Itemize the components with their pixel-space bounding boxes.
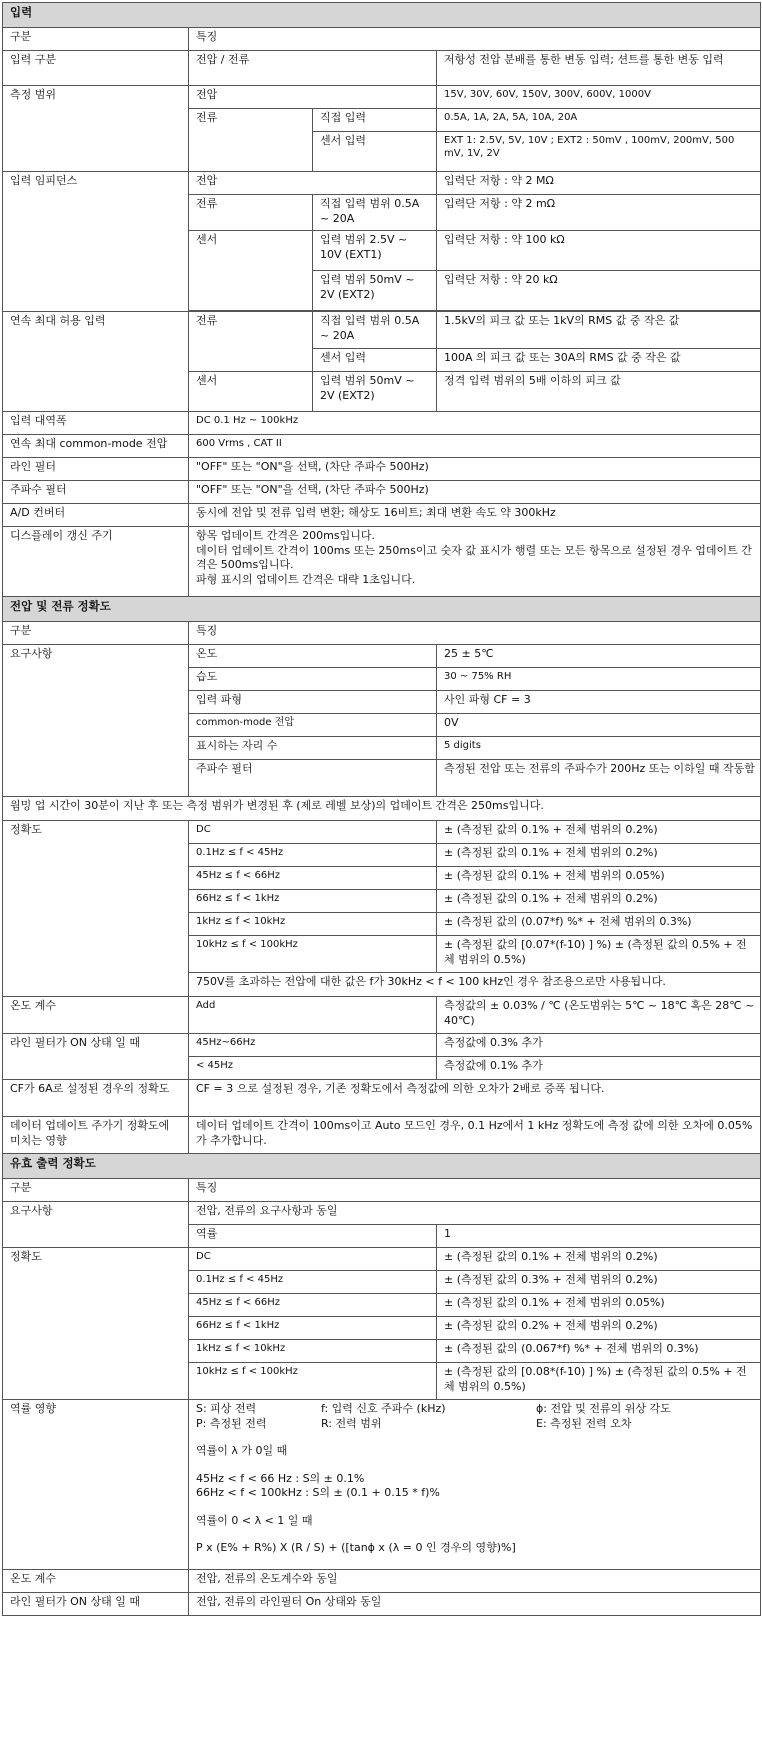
max-input-sensor-input-value: 100A 의 피크 값 또는 30A의 RMS 값 중 작은 값 <box>437 349 761 372</box>
va-temp-label: 온도 계수 <box>3 997 189 1034</box>
update-effect-label: 데이터 업데이트 주가기 정확도에 미치는 영향 <box>3 1117 189 1154</box>
range-voltage-label: 전압 <box>189 86 437 109</box>
power-temp-label: 온도 계수 <box>3 1570 189 1593</box>
impedance-voltage-value: 입력단 저항 : 약 2 MΩ <box>437 172 761 195</box>
va-req-name: 입력 파형 <box>189 691 437 714</box>
power-acc-value: ± (측정된 값의 0.1% + 전체 범위의 0.2%) <box>437 1248 761 1271</box>
max-input-sensor-input-label: 센서 입력 <box>313 349 437 372</box>
input-header-value: 특징 <box>189 28 761 51</box>
power-acc-freq: 1kHz ≤ f < 10kHz <box>189 1340 437 1363</box>
power-header-value: 특징 <box>189 1179 761 1202</box>
input-type-value: 전압 / 전류 <box>189 51 437 86</box>
va-req-value: 0V <box>437 714 761 737</box>
range-direct-value: 0.5A, 1A, 2A, 5A, 10A, 20A <box>437 109 761 132</box>
line-filter-label: 라인 필터 <box>3 458 189 481</box>
va-acc-value: ± (측정된 값의 0.1% + 전체 범위의 0.2%) <box>437 844 761 867</box>
impedance-current-range: 직접 입력 범위 0.5A ~ 20A <box>313 195 437 231</box>
range-sensor-value: EXT 1: 2.5V, 5V, 10V ; EXT2 : 50mV , 100mV, 200mV, 500 mV, 1V, 2V <box>437 132 761 172</box>
section-title-power: 유효 출력 정확도 <box>3 1154 761 1179</box>
spec-table <box>2 2 761 1616</box>
section-title-accuracy: 전압 및 전류 정확도 <box>3 597 761 622</box>
va-header-label: 구분 <box>3 622 189 645</box>
impedance-ext1-range: 입력 범위 2.5V ~ 10V (EXT1) <box>313 231 437 271</box>
va-req-label: 요구사항 <box>3 645 189 797</box>
impedance-ext1-value: 입력단 저항 : 약 100 kΩ <box>437 231 761 271</box>
va-req-value: 사인 파형 CF = 3 <box>437 691 761 714</box>
pf-case-1-a: 45Hz < f < 66 Hz : S의 ± 0.1% <box>196 1471 365 1485</box>
va-req-value: 25 ± 5℃ <box>437 645 761 668</box>
range-sensor-label: 센서 입력 <box>313 132 437 172</box>
va-req-value: 30 ~ 75% RH <box>437 668 761 691</box>
power-req-value: 전압, 전류의 요구사항과 동일 <box>189 1202 761 1225</box>
warmup-note: 웜밍 업 시간이 30분이 지난 후 또는 측정 범위가 변경된 후 (제로 레벨 보상)의 업데이트 간격은 250ms입니다. <box>3 797 761 821</box>
display-update-label: 디스플레이 갱신 주기 <box>3 527 189 597</box>
cf-label: CF가 6A로 설정된 경우의 정확도 <box>3 1080 189 1117</box>
legend-phi: ϕ: 전압 및 전류의 위상 각도 <box>536 1402 671 1415</box>
pf-effect-body <box>189 1400 761 1570</box>
va-line-filter-label: 라인 필터가 ON 상태 일 때 <box>3 1034 189 1080</box>
power-acc-freq: 10kHz ≤ f < 100kHz <box>189 1363 437 1400</box>
va-req-value: 측정된 전압 또는 전류의 주파수가 200Hz 또는 이하일 때 작동함 <box>437 760 761 797</box>
va-req-name: 주파수 필터 <box>189 760 437 797</box>
legend-s: S: 피상 전력 <box>196 1402 257 1415</box>
ad-converter-label: A/D 컨버터 <box>3 504 189 527</box>
va-acc-freq: 0.1Hz ≤ f < 45Hz <box>189 844 437 867</box>
display-update-line-2: 데이터 업데이트 간격이 100ms 또는 250ms이고 숫자 값 표시가 행렬 또는 모든 항목으로 설정된 경우 업데이트 간격은 500ms입니다. <box>196 543 752 572</box>
va-line-filter-freq-2: < 45Hz <box>189 1057 437 1080</box>
va-acc-freq: 66Hz ≤ f < 1kHz <box>189 890 437 913</box>
va-acc-freq: 45Hz ≤ f < 66Hz <box>189 867 437 890</box>
common-mode-value: 600 Vrms , CAT II <box>189 435 761 458</box>
power-temp-value: 전압, 전류의 온도계수와 동일 <box>189 1570 761 1593</box>
freq-filter-value: "OFF" 또는 "ON"을 선택, (차단 주파수 500Hz) <box>189 481 761 504</box>
section-title-input: 입력 <box>3 3 761 28</box>
impedance-ext2-value: 입력단 저항 : 약 20 kΩ <box>437 271 761 311</box>
max-input-sensor-label: 센서 <box>189 372 313 412</box>
common-mode-label: 연속 최대 common-mode 전압 <box>3 435 189 458</box>
va-req-name: common-mode 전압 <box>189 714 437 737</box>
range-label: 측정 범위 <box>3 86 189 172</box>
max-input-direct-range: 직접 입력 범위 0.5A ~ 20A <box>313 312 437 349</box>
power-req-label: 요구사항 <box>3 1202 189 1248</box>
va-acc-freq: 1kHz ≤ f < 10kHz <box>189 913 437 936</box>
power-acc-freq: 0.1Hz ≤ f < 45Hz <box>189 1271 437 1294</box>
ad-converter-value: 동시에 전압 및 전류 입력 변환; 해상도 16비트; 최대 변환 속도 약 300kHz <box>189 504 761 527</box>
pf-effect-legend-row-2 <box>196 1417 755 1432</box>
pf-formula: P x (E% + R%) X (R / S) + ([tanϕ x (λ = 0 인 경우의 영향)%] <box>196 1541 516 1555</box>
va-temp-sub: Add <box>189 997 437 1034</box>
va-acc-value: ± (측정된 값의 0.1% + 전체 범위의 0.2%) <box>437 890 761 913</box>
max-input-sensor-value: 정격 입력 범위의 5배 이하의 피크 값 <box>437 372 761 412</box>
line-filter-value: "OFF" 또는 "ON"을 선택, (차단 주파수 500Hz) <box>189 458 761 481</box>
va-acc-value: ± (측정된 값의 [0.07*(f-10) ] %) ± (측정된 값의 0.5% + 전체 범위의 0.5%) <box>437 936 761 973</box>
input-type-desc: 저항성 전압 분배를 통한 변동 입력; 션트를 통한 변동 입력 <box>437 51 761 86</box>
impedance-sensor-label: 센서 <box>189 231 313 311</box>
legend-p: P: 측정된 전력 <box>196 1416 267 1430</box>
power-header-label: 구분 <box>3 1179 189 1202</box>
input-type-label: 입력 구분 <box>3 51 189 86</box>
impedance-current-value: 입력단 저항 : 약 2 mΩ <box>437 195 761 231</box>
display-update-line-3: 파형 표시의 업데이트 간격은 대략 1초입니다. <box>196 572 416 586</box>
input-header-label: 구분 <box>3 28 189 51</box>
va-req-name: 습도 <box>189 668 437 691</box>
display-update-line-1: 항목 업데이트 간격은 200ms입니다. <box>196 529 375 542</box>
va-req-name: 온도 <box>189 645 437 668</box>
cf-value: CF = 3 으로 설정된 경우, 기존 정확도에서 측정값에 의한 오차가 2배로 증폭 됩니다. <box>189 1080 761 1117</box>
va-acc-value: ± (측정된 값의 0.1% + 전체 범위의 0.2%) <box>437 821 761 844</box>
pf-effect-label: 역률 영향 <box>3 1400 189 1570</box>
range-current-label: 전류 <box>189 109 313 172</box>
power-acc-value: ± (측정된 값의 0.3% + 전체 범위의 0.2%) <box>437 1271 761 1294</box>
impedance-ext2-range: 입력 범위 50mV ~ 2V (EXT2) <box>313 271 437 311</box>
display-update-value <box>189 527 761 597</box>
pf-case-1: 역률이 λ 가 0일 때 <box>196 1444 288 1458</box>
power-acc-value: ± (측정된 값의 0.2% + 전체 범위의 0.2%) <box>437 1317 761 1340</box>
impedance-voltage-label: 전압 <box>189 172 437 195</box>
impedance-current-label: 전류 <box>189 195 313 231</box>
bandwidth-value: DC 0.1 Hz ~ 100kHz <box>189 412 761 435</box>
max-input-sensor-range: 입력 범위 50mV ~ 2V (EXT2) <box>313 372 437 412</box>
power-acc-freq: 45Hz ≤ f < 66Hz <box>189 1294 437 1317</box>
bandwidth-label: 입력 대역폭 <box>3 412 189 435</box>
va-acc-note: 750V를 초과하는 전압에 대한 값은 f가 30kHz < f < 100 kHz인 경우 참조용으로만 사용됩니다. <box>189 973 761 997</box>
freq-filter-label: 주파수 필터 <box>3 481 189 504</box>
legend-f: f: 입력 신호 주파수 (kHz) <box>321 1402 446 1415</box>
power-acc-value: ± (측정된 값의 0.1% + 전체 범위의 0.05%) <box>437 1294 761 1317</box>
power-pf-value: 1 <box>437 1225 761 1248</box>
va-acc-label: 정확도 <box>3 821 189 997</box>
va-acc-value: ± (측정된 값의 0.1% + 전체 범위의 0.05%) <box>437 867 761 890</box>
range-voltage-value: 15V, 30V, 60V, 150V, 300V, 600V, 1000V <box>437 86 761 109</box>
power-acc-freq: 66Hz ≤ f < 1kHz <box>189 1317 437 1340</box>
va-req-value: 5 digits <box>437 737 761 760</box>
power-pf-label: 역률 <box>189 1225 437 1248</box>
pf-case-1-b: 66Hz < f < 100kHz : S의 ± (0.1 + 0.15 * f)% <box>196 1486 440 1500</box>
va-header-value: 특징 <box>189 622 761 645</box>
va-acc-value: ± (측정된 값의 (0.07*f) %* + 전체 범위의 0.3%) <box>437 913 761 936</box>
power-line-filter-value: 전압, 전류의 라인필터 On 상태와 동일 <box>189 1593 761 1616</box>
va-acc-freq: DC <box>189 821 437 844</box>
power-acc-value: ± (측정된 값의 (0.067*f) %* + 전체 범위의 0.3%) <box>437 1340 761 1363</box>
max-input-direct-value: 1.5kV의 피크 값 또는 1kV의 RMS 값 중 작은 값 <box>437 312 761 349</box>
power-acc-label: 정확도 <box>3 1248 189 1400</box>
va-req-name: 표시하는 자리 수 <box>189 737 437 760</box>
impedance-label: 입력 임피던스 <box>3 172 189 312</box>
power-line-filter-label: 라인 필터가 ON 상태 일 때 <box>3 1593 189 1616</box>
max-input-current-label: 전류 <box>189 312 313 372</box>
legend-r: R: 전력 범위 <box>321 1416 382 1430</box>
pf-effect-legend-row-1 <box>196 1402 755 1417</box>
max-input-label: 연속 최대 허용 입력 <box>3 312 189 412</box>
range-direct-label: 직접 입력 <box>313 109 437 132</box>
va-temp-value: 측정값의 ± 0.03% / ℃ (온도범위는 5℃ ~ 18℃ 혹은 28℃ ~ 40℃) <box>437 997 761 1034</box>
va-line-filter-freq-1: 45Hz~66Hz <box>189 1034 437 1057</box>
legend-e: E: 측정된 전력 오차 <box>536 1416 632 1430</box>
pf-case-2: 역률이 0 < λ < 1 일 때 <box>196 1513 313 1527</box>
va-line-filter-value-1: 측정값에 0.3% 추가 <box>437 1034 761 1057</box>
va-line-filter-value-2: 측정값에 0.1% 추가 <box>437 1057 761 1080</box>
update-effect-value: 데이터 업데이트 간격이 100ms이고 Auto 모드인 경우, 0.1 Hz에서 1 kHz 정확도에 측정 값에 의한 오차에 0.05%가 추가합니다. <box>189 1117 761 1154</box>
va-acc-freq: 10kHz ≤ f < 100kHz <box>189 936 437 973</box>
power-acc-freq: DC <box>189 1248 437 1271</box>
power-acc-value: ± (측정된 값의 [0.08*(f-10) ] %) ± (측정된 값의 0.5% + 전체 범위의 0.5%) <box>437 1363 761 1400</box>
